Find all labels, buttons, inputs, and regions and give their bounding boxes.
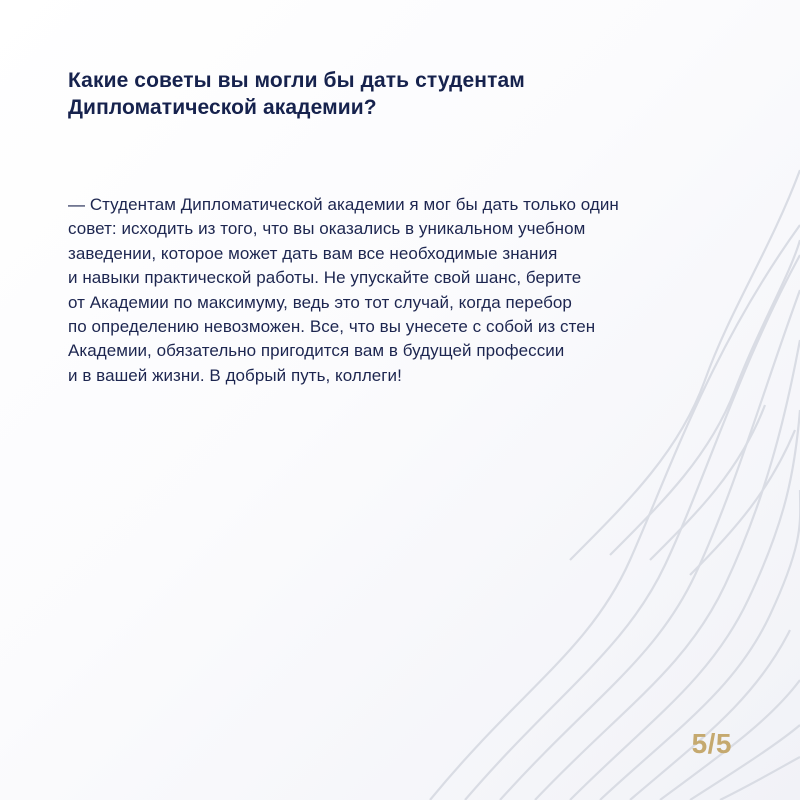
wave-line [535, 340, 800, 800]
answer-paragraph: — Студентам Дипломатической академии я мог бы дать только один совет: исходить из того, что вы оказались в уникальном учебном заведении, которое может дать вам все необходимые знания и навыки практической работы. Не упускайте свой шанс, берите от Академии по максимуму, ведь это тот случай, когда перебор по определению невозможен. Все, что вы унесете с собой из стен Академии, обязательно пригодится вам в будущей профессии и в вашей жизни. В добрый путь, коллеги! [68, 195, 619, 385]
page-counter: 5/5 [691, 728, 732, 759]
page-title: Какие советы вы могли бы дать студентам Дипломатической академии? [68, 69, 525, 119]
wave-line [650, 405, 765, 560]
wave-line [630, 630, 790, 800]
wave-line [720, 757, 800, 800]
